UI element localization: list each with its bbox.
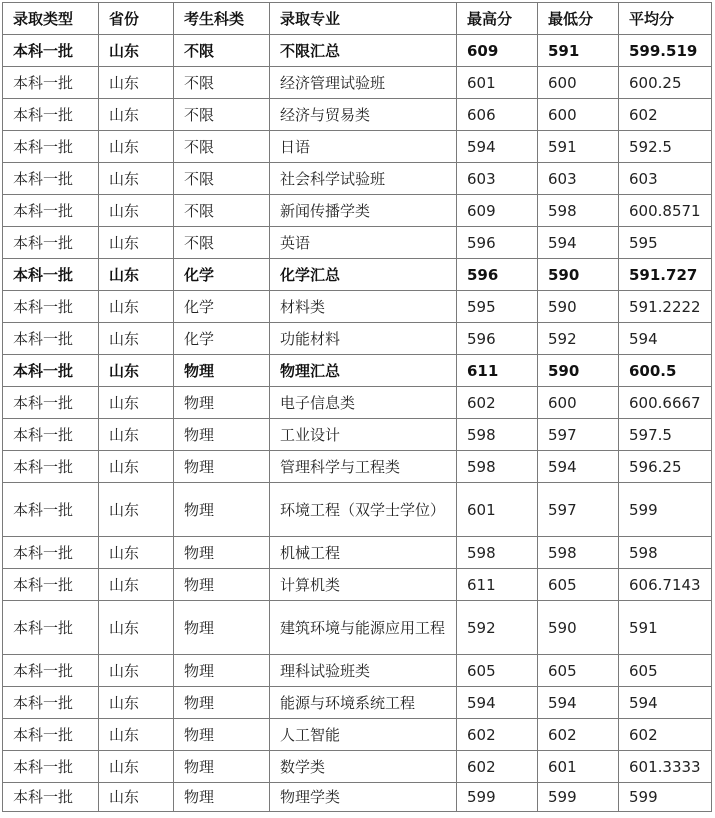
subject-category-cell: 化学 (174, 259, 270, 291)
admission-type-cell: 本科一批 (3, 419, 99, 451)
admission-type-cell: 本科一批 (3, 35, 99, 67)
min-score-cell: 590 (538, 259, 619, 291)
admission-type-cell: 本科一批 (3, 259, 99, 291)
admission-type-cell: 本科一批 (3, 323, 99, 355)
max-score-cell: 596 (457, 323, 538, 355)
min-score-cell: 592 (538, 323, 619, 355)
province-cell: 山东 (99, 601, 174, 655)
avg-score-cell: 591 (619, 601, 712, 655)
max-score-cell: 602 (457, 719, 538, 751)
table-row (3, 291, 712, 323)
province-cell: 山东 (99, 451, 174, 483)
province-cell: 山东 (99, 419, 174, 451)
header-row (3, 3, 712, 35)
subject-category-cell: 不限 (174, 195, 270, 227)
max-score-cell: 611 (457, 355, 538, 387)
major-cell: 数学类 (270, 751, 457, 783)
header-province: 省份 (99, 3, 174, 35)
province-cell: 山东 (99, 387, 174, 419)
avg-score-cell: 601.3333 (619, 751, 712, 783)
province-cell: 山东 (99, 719, 174, 751)
major-cell: 管理科学与工程类 (270, 451, 457, 483)
admission-type-cell: 本科一批 (3, 687, 99, 719)
subject-category-cell: 物理 (174, 719, 270, 751)
max-score-cell: 609 (457, 35, 538, 67)
major-cell: 理科试验班类 (270, 655, 457, 687)
province-cell: 山东 (99, 291, 174, 323)
avg-score-cell: 595 (619, 227, 712, 259)
min-score-cell: 594 (538, 227, 619, 259)
subject-category-cell: 不限 (174, 227, 270, 259)
subject-category-cell: 物理 (174, 451, 270, 483)
province-cell: 山东 (99, 131, 174, 163)
subject-category-cell: 物理 (174, 355, 270, 387)
table-row (3, 67, 712, 99)
min-score-cell: 600 (538, 99, 619, 131)
min-score-cell: 590 (538, 291, 619, 323)
major-cell: 机械工程 (270, 537, 457, 569)
avg-score-cell: 602 (619, 99, 712, 131)
avg-score-cell: 594 (619, 687, 712, 719)
max-score-cell: 601 (457, 483, 538, 537)
max-score-cell: 596 (457, 227, 538, 259)
avg-score-cell: 603 (619, 163, 712, 195)
max-score-cell: 598 (457, 537, 538, 569)
province-cell: 山东 (99, 483, 174, 537)
max-score-cell: 602 (457, 751, 538, 783)
min-score-cell: 590 (538, 601, 619, 655)
summary-row (3, 259, 712, 291)
major-cell: 新闻传播学类 (270, 195, 457, 227)
max-score-cell: 594 (457, 131, 538, 163)
max-score-cell: 609 (457, 195, 538, 227)
table-row (3, 719, 712, 751)
major-cell: 英语 (270, 227, 457, 259)
avg-score-cell: 594 (619, 323, 712, 355)
province-cell: 山东 (99, 99, 174, 131)
subject-category-cell: 物理 (174, 483, 270, 537)
avg-score-cell: 605 (619, 655, 712, 687)
avg-score-cell: 591.2222 (619, 291, 712, 323)
min-score-cell: 598 (538, 195, 619, 227)
max-score-cell: 592 (457, 601, 538, 655)
max-score-cell: 602 (457, 387, 538, 419)
admission-type-cell: 本科一批 (3, 195, 99, 227)
min-score-cell: 603 (538, 163, 619, 195)
max-score-cell: 606 (457, 99, 538, 131)
subject-category-cell: 化学 (174, 323, 270, 355)
major-cell: 环境工程（双学士学位） (270, 483, 457, 537)
province-cell: 山东 (99, 655, 174, 687)
province-cell: 山东 (99, 537, 174, 569)
admission-type-cell: 本科一批 (3, 451, 99, 483)
max-score-cell: 605 (457, 655, 538, 687)
max-score-cell: 595 (457, 291, 538, 323)
province-cell: 山东 (99, 687, 174, 719)
major-cell: 电子信息类 (270, 387, 457, 419)
major-cell: 能源与环境系统工程 (270, 687, 457, 719)
min-score-cell: 590 (538, 355, 619, 387)
min-score-cell: 605 (538, 655, 619, 687)
admission-type-cell: 本科一批 (3, 783, 99, 812)
province-cell: 山东 (99, 227, 174, 259)
admission-type-cell: 本科一批 (3, 131, 99, 163)
subject-category-cell: 物理 (174, 537, 270, 569)
admission-type-cell: 本科一批 (3, 719, 99, 751)
subject-category-cell: 不限 (174, 163, 270, 195)
subject-category-cell: 物理 (174, 655, 270, 687)
table-row (3, 387, 712, 419)
max-score-cell: 611 (457, 569, 538, 601)
min-score-cell: 600 (538, 387, 619, 419)
header-admission-type: 录取类型 (3, 3, 99, 35)
major-cell: 功能材料 (270, 323, 457, 355)
summary-row (3, 35, 712, 67)
major-cell: 经济与贸易类 (270, 99, 457, 131)
province-cell: 山东 (99, 751, 174, 783)
min-score-cell: 601 (538, 751, 619, 783)
subject-category-cell: 化学 (174, 291, 270, 323)
max-score-cell: 603 (457, 163, 538, 195)
table-row (3, 751, 712, 783)
subject-category-cell: 物理 (174, 751, 270, 783)
avg-score-cell: 600.6667 (619, 387, 712, 419)
header-min-score: 最低分 (538, 3, 619, 35)
major-cell: 化学汇总 (270, 259, 457, 291)
admission-type-cell: 本科一批 (3, 537, 99, 569)
table-row (3, 419, 712, 451)
admission-type-cell: 本科一批 (3, 483, 99, 537)
major-cell: 社会科学试验班 (270, 163, 457, 195)
min-score-cell: 605 (538, 569, 619, 601)
avg-score-cell: 599 (619, 483, 712, 537)
table-row (3, 323, 712, 355)
table-row (3, 687, 712, 719)
province-cell: 山东 (99, 323, 174, 355)
min-score-cell: 597 (538, 419, 619, 451)
province-cell: 山东 (99, 67, 174, 99)
table-row (3, 451, 712, 483)
table-row (3, 99, 712, 131)
header-avg-score: 平均分 (619, 3, 712, 35)
major-cell: 物理学类 (270, 783, 457, 812)
max-score-cell: 599 (457, 783, 538, 812)
max-score-cell: 598 (457, 451, 538, 483)
subject-category-cell: 不限 (174, 131, 270, 163)
subject-category-cell: 不限 (174, 99, 270, 131)
min-score-cell: 594 (538, 687, 619, 719)
table-row (3, 131, 712, 163)
min-score-cell: 602 (538, 719, 619, 751)
avg-score-cell: 598 (619, 537, 712, 569)
header-max-score: 最高分 (457, 3, 538, 35)
province-cell: 山东 (99, 195, 174, 227)
min-score-cell: 591 (538, 131, 619, 163)
avg-score-cell: 592.5 (619, 131, 712, 163)
table-row (3, 195, 712, 227)
header-major: 录取专业 (270, 3, 457, 35)
admission-type-cell: 本科一批 (3, 99, 99, 131)
subject-category-cell: 物理 (174, 783, 270, 812)
table-row (3, 483, 712, 537)
min-score-cell: 600 (538, 67, 619, 99)
table-row (3, 783, 712, 812)
subject-category-cell: 物理 (174, 569, 270, 601)
avg-score-cell: 597.5 (619, 419, 712, 451)
major-cell: 不限汇总 (270, 35, 457, 67)
table-row (3, 569, 712, 601)
max-score-cell: 596 (457, 259, 538, 291)
admission-type-cell: 本科一批 (3, 601, 99, 655)
avg-score-cell: 596.25 (619, 451, 712, 483)
admission-type-cell: 本科一批 (3, 163, 99, 195)
table-row (3, 227, 712, 259)
max-score-cell: 594 (457, 687, 538, 719)
avg-score-cell: 599 (619, 783, 712, 812)
admission-type-cell: 本科一批 (3, 67, 99, 99)
avg-score-cell: 600.25 (619, 67, 712, 99)
admission-type-cell: 本科一批 (3, 751, 99, 783)
major-cell: 经济管理试验班 (270, 67, 457, 99)
province-cell: 山东 (99, 569, 174, 601)
admission-type-cell: 本科一批 (3, 227, 99, 259)
major-cell: 工业设计 (270, 419, 457, 451)
major-cell: 计算机类 (270, 569, 457, 601)
header-subject-category: 考生科类 (174, 3, 270, 35)
avg-score-cell: 600.8571 (619, 195, 712, 227)
table-row (3, 655, 712, 687)
admission-type-cell: 本科一批 (3, 355, 99, 387)
summary-row (3, 355, 712, 387)
subject-category-cell: 不限 (174, 67, 270, 99)
min-score-cell: 598 (538, 537, 619, 569)
avg-score-cell: 599.519 (619, 35, 712, 67)
province-cell: 山东 (99, 783, 174, 812)
province-cell: 山东 (99, 35, 174, 67)
admission-type-cell: 本科一批 (3, 569, 99, 601)
min-score-cell: 599 (538, 783, 619, 812)
major-cell: 人工智能 (270, 719, 457, 751)
admission-type-cell: 本科一批 (3, 655, 99, 687)
min-score-cell: 591 (538, 35, 619, 67)
avg-score-cell: 600.5 (619, 355, 712, 387)
min-score-cell: 594 (538, 451, 619, 483)
min-score-cell: 597 (538, 483, 619, 537)
max-score-cell: 601 (457, 67, 538, 99)
major-cell: 建筑环境与能源应用工程 (270, 601, 457, 655)
admission-scores-table (2, 2, 712, 812)
province-cell: 山东 (99, 163, 174, 195)
admission-type-cell: 本科一批 (3, 291, 99, 323)
avg-score-cell: 602 (619, 719, 712, 751)
max-score-cell: 598 (457, 419, 538, 451)
avg-score-cell: 606.7143 (619, 569, 712, 601)
table-row (3, 163, 712, 195)
subject-category-cell: 物理 (174, 419, 270, 451)
major-cell: 材料类 (270, 291, 457, 323)
province-cell: 山东 (99, 355, 174, 387)
major-cell: 日语 (270, 131, 457, 163)
admission-type-cell: 本科一批 (3, 387, 99, 419)
avg-score-cell: 591.727 (619, 259, 712, 291)
major-cell: 物理汇总 (270, 355, 457, 387)
table-row (3, 537, 712, 569)
subject-category-cell: 物理 (174, 687, 270, 719)
subject-category-cell: 物理 (174, 601, 270, 655)
subject-category-cell: 不限 (174, 35, 270, 67)
table-row (3, 601, 712, 655)
province-cell: 山东 (99, 259, 174, 291)
subject-category-cell: 物理 (174, 387, 270, 419)
